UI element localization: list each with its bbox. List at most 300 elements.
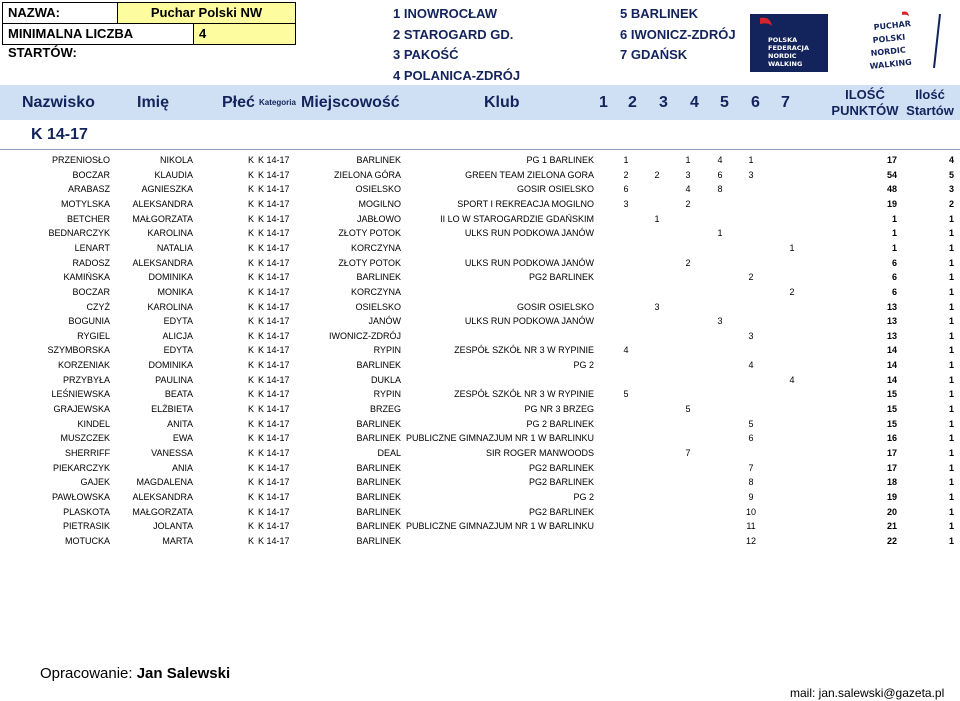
cell-miejscowosc: BARLINEK: [356, 155, 401, 165]
cup-logo: [860, 10, 952, 74]
table-row: [0, 402, 960, 417]
cell-event-1: 1: [623, 155, 629, 165]
cell-miejscowosc: ZŁOTY POTOK: [338, 257, 401, 268]
cell-klub: ZESPÓŁ SZKÓŁ NR 3 W RYPINIE: [454, 345, 594, 356]
cell-kategoria: K 14-17: [258, 184, 290, 195]
cell-plec: K: [248, 404, 255, 415]
cell-miejscowosc: ZŁOTY POTOK: [338, 228, 401, 239]
cell-punkty: 19: [886, 198, 897, 209]
col-ilosc-startow-line1: Ilość: [915, 87, 945, 102]
cell-kategoria: K 14-17: [258, 433, 290, 444]
cell-klub: PG 1 BARLINEK: [526, 155, 594, 165]
cell-punkty: 16: [886, 433, 897, 444]
cell-nazwisko: CZYŻ: [86, 301, 110, 312]
cell-miejscowosc: JABŁOWO: [356, 213, 401, 224]
cell-nazwisko: PIEKARCZYK: [52, 462, 110, 473]
table-row: [0, 226, 960, 241]
cell-starty: 1: [948, 404, 954, 415]
cell-kategoria: K 14-17: [258, 330, 290, 341]
cell-nazwisko: SZYMBORSKA: [47, 345, 110, 356]
table-row: [0, 417, 960, 432]
cell-miejscowosc: BARLINEK: [356, 360, 401, 371]
cell-event-1: 4: [623, 345, 629, 356]
cell-imie: MARTA: [162, 535, 193, 546]
cell-kategoria: K 14-17: [258, 169, 290, 180]
cell-punkty: 6: [891, 286, 897, 297]
cell-event-6: 1: [789, 242, 795, 253]
cell-miejscowosc: BARLINEK: [356, 491, 401, 502]
cell-punkty: 6: [891, 257, 897, 268]
cell-event-5: 4: [748, 360, 754, 371]
cell-punkty: 17: [886, 462, 897, 473]
table-row: [0, 446, 960, 461]
cell-miejscowosc: BARLINEK: [356, 272, 401, 283]
cell-kategoria: K 14-17: [258, 242, 290, 253]
cell-miejscowosc: ZIELONA GÓRA: [333, 169, 401, 180]
cell-miejscowosc: KORCZYNA: [350, 286, 401, 297]
cell-plec: K: [248, 418, 255, 429]
cell-miejscowosc: BARLINEK: [356, 477, 401, 488]
cell-plec: K: [248, 477, 255, 488]
cell-starty: 1: [948, 477, 954, 488]
table-row: [0, 285, 960, 300]
prepared-by: [40, 665, 230, 682]
col-event-4: 4: [690, 94, 699, 111]
cell-kategoria: K 14-17: [258, 213, 290, 224]
cell-punkty: 13: [886, 316, 897, 327]
cell-event-3: 1: [685, 155, 691, 165]
city-4: 4 POLANICA-ZDRÓJ: [393, 68, 521, 83]
cell-nazwisko: GRAJEWSKA: [53, 404, 110, 415]
cup-logo-line-2: POLSKI: [872, 32, 906, 45]
cell-starty: 1: [948, 418, 954, 429]
cell-plec: K: [248, 521, 255, 532]
cell-imie: PAULINA: [155, 374, 193, 385]
cell-nazwisko: KAMIŃSKA: [63, 272, 110, 283]
cell-plec: K: [248, 316, 255, 327]
cell-starty: 2: [948, 198, 954, 209]
cell-punkty: 1: [891, 228, 897, 239]
cell-starty: 1: [948, 301, 954, 312]
cell-event-5: 3: [748, 169, 754, 180]
cell-imie: DOMINIKA: [148, 272, 193, 283]
cell-event-5: 12: [745, 535, 756, 546]
table-row: [0, 153, 960, 168]
table-row: [0, 358, 960, 373]
cell-kategoria: K 14-17: [258, 257, 290, 268]
cell-kategoria: K 14-17: [258, 404, 290, 415]
city-7: 7 GDAŃSK: [620, 47, 688, 62]
cell-starty: 1: [948, 213, 954, 224]
cell-plec: K: [248, 228, 255, 239]
cell-miejscowosc: KORCZYNA: [350, 242, 401, 253]
cell-event-2: 2: [654, 169, 660, 180]
cell-nazwisko: BEDNARCZYK: [48, 228, 110, 239]
col-ilosc-startow: [902, 87, 958, 119]
cell-plec: K: [248, 286, 255, 297]
cell-imie: BEATA: [164, 389, 193, 400]
cell-kategoria: K 14-17: [258, 389, 290, 400]
city-3: 3 PAKOŚĆ: [393, 47, 459, 62]
cell-starty: 1: [948, 448, 954, 458]
cell-nazwisko: LEŚNIEWSKA: [51, 389, 110, 400]
cell-starty: 1: [948, 345, 954, 356]
cell-kategoria: K 14-17: [258, 506, 290, 517]
table-row: [0, 519, 960, 534]
cell-kategoria: K 14-17: [258, 477, 290, 488]
cell-punkty: 20: [886, 506, 897, 517]
cell-event-4: 8: [717, 184, 723, 195]
cell-event-3: 5: [685, 404, 691, 415]
cell-kategoria: K 14-17: [258, 345, 290, 356]
cell-starty: 1: [948, 535, 954, 546]
cell-event-5: 7: [748, 462, 754, 473]
cell-event-6: 2: [789, 286, 795, 297]
col-imie: Imię: [137, 94, 170, 111]
cell-punkty: 18: [886, 477, 897, 488]
cell-nazwisko: BETCHER: [66, 213, 110, 224]
cell-starty: 1: [948, 521, 954, 532]
category-divider: [0, 149, 960, 150]
cell-imie: KAROLINA: [147, 301, 193, 312]
cell-event-1: 6: [623, 184, 629, 195]
cell-starty: 3: [948, 184, 954, 195]
col-kategoria: Kategoria: [259, 98, 296, 107]
cell-nazwisko: PLASKOTA: [63, 506, 110, 517]
cell-event-1: 2: [623, 169, 629, 180]
cell-event-4: 1: [717, 228, 723, 239]
cell-starty: 1: [948, 286, 954, 297]
city-5: 5 BARLINEK: [620, 6, 699, 21]
cell-imie: NATALIA: [156, 242, 193, 253]
cell-kategoria: K 14-17: [258, 535, 290, 546]
cell-imie: JOLANTA: [153, 521, 193, 532]
cell-imie: KAROLINA: [147, 228, 193, 239]
col-event-3: 3: [659, 94, 668, 111]
cell-miejscowosc: JANÓW: [368, 316, 401, 327]
cell-klub: II LO W STAROGARDZIE GDAŃSKIM: [440, 213, 594, 224]
table-row: [0, 197, 960, 212]
cell-kategoria: K 14-17: [258, 316, 290, 327]
cell-kategoria: K 14-17: [258, 448, 290, 458]
cell-nazwisko: GAJEK: [80, 477, 110, 488]
cell-imie: KLAUDIA: [154, 169, 193, 180]
cell-starty: 1: [948, 506, 954, 517]
cell-imie: MAŁGORZATA: [132, 506, 193, 517]
cell-imie: NIKOLA: [159, 155, 193, 165]
table-row: [0, 212, 960, 227]
federation-logo-graphic: [750, 14, 828, 72]
min-starts-label: MINIMALNA LICZBA STARTÓW:: [2, 23, 194, 45]
table-row: [0, 314, 960, 329]
cell-klub: PG 2: [573, 491, 594, 502]
cell-plec: K: [248, 448, 255, 458]
table-row: [0, 387, 960, 402]
cell-event-3: 4: [685, 184, 691, 195]
table-row: [0, 505, 960, 520]
cell-imie: ALEKSANDRA: [132, 257, 193, 268]
city-6: 6 IWONICZ-ZDRÓJ: [620, 27, 736, 42]
cell-punkty: 21: [886, 521, 897, 532]
cell-klub: SIR ROGER MANWOODS: [485, 448, 594, 458]
cell-punkty: 14: [886, 374, 897, 385]
col-plec: Płeć: [222, 94, 255, 111]
col-ilosc-punktow-line1: ILOŚĆ: [845, 87, 885, 102]
cell-punkty: 14: [886, 345, 897, 356]
cell-klub: PG NR 3 BRZEG: [524, 404, 594, 415]
cell-event-3: 3: [685, 169, 691, 180]
cell-event-2: 1: [654, 213, 660, 224]
cell-event-4: 4: [717, 155, 723, 165]
cell-kategoria: K 14-17: [258, 198, 290, 209]
cell-event-5: 9: [748, 491, 754, 502]
nazwa-value: Puchar Polski NW: [117, 2, 296, 24]
table-row: [0, 461, 960, 476]
cell-plec: K: [248, 462, 255, 473]
col-event-7: 7: [781, 94, 790, 111]
cell-miejscowosc: BRZEG: [369, 404, 401, 415]
table-row: [0, 431, 960, 446]
col-miejscowosc: Miejscowość: [301, 94, 400, 111]
table-row: [0, 343, 960, 358]
cell-event-5: 10: [745, 506, 756, 517]
cell-plec: K: [248, 184, 255, 195]
prepared-by-name: Jan Salewski: [136, 665, 231, 682]
cell-imie: AGNIESZKA: [141, 184, 193, 195]
cell-plec: K: [248, 374, 255, 385]
cell-imie: ANIA: [171, 462, 193, 473]
cell-plec: K: [248, 155, 255, 165]
cell-klub: GREEN TEAM ZIELONA GORA: [465, 169, 594, 180]
cell-punkty: 1: [891, 242, 897, 253]
cell-kategoria: K 14-17: [258, 462, 290, 473]
cell-plec: K: [248, 169, 255, 180]
table-row: [0, 534, 960, 549]
table-row: [0, 490, 960, 505]
cell-starty: 1: [948, 491, 954, 502]
cell-punkty: 15: [886, 418, 897, 429]
cell-starty: 1: [948, 389, 954, 400]
cell-starty: 1: [948, 374, 954, 385]
col-ilosc-punktow: [830, 87, 900, 119]
cell-nazwisko: PAWŁOWSKA: [51, 491, 110, 502]
cell-nazwisko: PRZENIOSŁO: [51, 155, 110, 165]
cell-kategoria: K 14-17: [258, 374, 290, 385]
cup-logo-line-3: NORDIC: [870, 45, 907, 58]
cell-starty: 4: [948, 155, 954, 165]
cell-nazwisko: KINDEL: [77, 418, 110, 429]
cell-nazwisko: KORZENIAK: [57, 360, 110, 371]
table-row: [0, 182, 960, 197]
federation-logo-line-3: NORDIC: [768, 52, 797, 60]
cell-event-4: 6: [717, 169, 723, 180]
prepared-by-label: Opracowanie:: [40, 665, 137, 682]
cell-imie: VANESSA: [151, 448, 193, 458]
table-row: [0, 300, 960, 315]
cell-miejscowosc: BARLINEK: [356, 535, 401, 546]
cell-kategoria: K 14-17: [258, 418, 290, 429]
cell-starty: 5: [948, 169, 954, 180]
cell-starty: 1: [948, 462, 954, 473]
cell-plec: K: [248, 330, 255, 341]
cell-punkty: 48: [886, 184, 897, 195]
cell-miejscowosc: MOGILNO: [358, 198, 401, 209]
cell-imie: ELŻBIETA: [151, 404, 193, 415]
cell-punkty: 22: [886, 535, 897, 546]
cell-event-6: 4: [789, 374, 795, 385]
cell-event-1: 3: [623, 198, 629, 209]
cell-imie: ALEKSANDRA: [132, 198, 193, 209]
cell-event-4: 3: [717, 316, 723, 327]
cell-kategoria: K 14-17: [258, 155, 290, 165]
federation-logo: [750, 14, 828, 72]
cell-klub: PG2 BARLINEK: [528, 506, 594, 517]
cell-miejscowosc: RYPIN: [373, 389, 401, 400]
min-starts-value: 4: [193, 23, 296, 45]
col-event-2: 2: [628, 94, 637, 111]
cell-punkty: 14: [886, 360, 897, 371]
table-row: [0, 373, 960, 388]
cell-nazwisko: ARABASZ: [67, 184, 110, 195]
cell-plec: K: [248, 213, 255, 224]
cell-event-1: 5: [623, 389, 629, 400]
federation-logo-line-1: POLSKA: [768, 36, 798, 44]
cell-event-3: 2: [685, 257, 691, 268]
cell-nazwisko: LENART: [74, 242, 110, 253]
cup-logo-line-1: PUCHAR: [873, 19, 912, 32]
cell-klub: PUBLICZNE GIMNAZJUM NR 1 W BARLINKU: [405, 521, 594, 532]
cell-imie: EWA: [172, 433, 193, 444]
cell-imie: ANITA: [167, 418, 193, 429]
cell-punkty: 13: [886, 330, 897, 341]
cell-kategoria: K 14-17: [258, 272, 290, 283]
cell-miejscowosc: BARLINEK: [356, 462, 401, 473]
cell-punkty: 1: [891, 213, 897, 224]
cell-imie: MONIKA: [157, 286, 193, 297]
col-event-5: 5: [720, 94, 729, 111]
cell-punkty: 17: [886, 155, 897, 165]
cell-punkty: 15: [886, 404, 897, 415]
cell-event-3: 2: [685, 198, 691, 209]
cell-miejscowosc: OSIELSKO: [355, 184, 401, 195]
cell-miejscowosc: BARLINEK: [356, 418, 401, 429]
cell-punkty: 19: [886, 491, 897, 502]
cell-event-5: 1: [748, 155, 754, 165]
city-1: 1 INOWROCŁAW: [393, 6, 497, 21]
cell-imie: DOMINIKA: [148, 360, 193, 371]
cell-miejscowosc: BARLINEK: [356, 433, 401, 444]
federation-logo-line-4: WALKING: [768, 60, 803, 68]
cell-punkty: 54: [886, 169, 897, 180]
cell-plec: K: [248, 301, 255, 312]
cell-nazwisko: RADOSZ: [72, 257, 110, 268]
cell-plec: K: [248, 360, 255, 371]
cell-klub: ULKS RUN PODKOWA JANÓW: [464, 228, 594, 239]
cell-miejscowosc: BARLINEK: [356, 521, 401, 532]
cell-klub: PG 2 BARLINEK: [526, 418, 594, 429]
cell-nazwisko: MUSZCZEK: [60, 433, 110, 444]
federation-logo-line-2: FEDERACJA: [768, 44, 809, 52]
cell-klub: ULKS RUN PODKOWA JANÓW: [464, 316, 594, 327]
cell-event-5: 6: [748, 433, 754, 444]
cell-plec: K: [248, 535, 255, 546]
cell-starty: 1: [948, 433, 954, 444]
cup-logo-graphic: [860, 10, 952, 74]
table-row: [0, 329, 960, 344]
table-row: [0, 168, 960, 183]
cell-klub: GOSIR OSIELSKO: [516, 184, 594, 195]
col-event-6: 6: [751, 94, 760, 111]
cell-event-5: 8: [748, 477, 754, 488]
cell-miejscowosc: BARLINEK: [356, 506, 401, 517]
cell-klub: PG2 BARLINEK: [528, 477, 594, 488]
cell-punkty: 6: [891, 272, 897, 283]
table-row: [0, 241, 960, 256]
table-row: [0, 256, 960, 271]
cell-klub: PUBLICZNE GIMNAZJUM NR 1 W BARLINKU: [405, 433, 594, 444]
cell-miejscowosc: IWONICZ-ZDRÓJ: [329, 330, 401, 341]
cell-starty: 1: [948, 272, 954, 283]
cell-starty: 1: [948, 316, 954, 327]
contact-mail: mail: jan.salewski@gazeta.pl: [790, 686, 945, 700]
cell-nazwisko: PIETRASIK: [62, 521, 110, 532]
cell-event-5: 3: [748, 330, 754, 341]
cell-klub: PG2 BARLINEK: [528, 272, 594, 283]
cell-event-5: 5: [748, 418, 754, 429]
cell-miejscowosc: OSIELSKO: [355, 301, 401, 312]
cell-starty: 1: [948, 330, 954, 341]
city-2: 2 STAROGARD GD.: [393, 27, 514, 42]
cell-event-2: 3: [654, 301, 660, 312]
cell-starty: 1: [948, 257, 954, 268]
cell-nazwisko: BOGUNIA: [68, 316, 110, 327]
cell-imie: ALEKSANDRA: [132, 491, 193, 502]
cell-klub: ULKS RUN PODKOWA JANÓW: [464, 257, 594, 268]
cell-plec: K: [248, 433, 255, 444]
cell-nazwisko: BOCZAR: [72, 169, 110, 180]
cell-nazwisko: PRZYBYŁA: [62, 374, 110, 385]
cell-event-5: 11: [746, 521, 756, 532]
cell-plec: K: [248, 506, 255, 517]
cell-imie: MAŁGORZATA: [132, 213, 193, 224]
cell-kategoria: K 14-17: [258, 491, 290, 502]
cell-imie: MAGDALENA: [136, 477, 193, 488]
cell-miejscowosc: DEAL: [377, 448, 401, 458]
category-title: K 14-17: [31, 126, 88, 143]
cell-event-5: 2: [748, 272, 754, 283]
cell-nazwisko: BOCZAR: [72, 286, 110, 297]
cell-imie: EDYTA: [163, 316, 193, 327]
cell-plec: K: [248, 345, 255, 356]
cell-kategoria: K 14-17: [258, 228, 290, 239]
cell-miejscowosc: DUKLA: [370, 374, 401, 385]
cell-plec: K: [248, 272, 255, 283]
cell-nazwisko: MOTUCKA: [65, 535, 110, 546]
cell-plec: K: [248, 257, 255, 268]
cell-imie: EDYTA: [163, 345, 193, 356]
col-ilosc-startow-line2: Startów: [906, 103, 954, 118]
cell-miejscowosc: RYPIN: [373, 345, 401, 356]
col-klub: Klub: [484, 94, 520, 111]
cell-punkty: 17: [886, 448, 897, 458]
cell-kategoria: K 14-17: [258, 360, 290, 371]
col-event-1: 1: [599, 94, 608, 111]
cell-kategoria: K 14-17: [258, 301, 290, 312]
cell-klub: PG2 BARLINEK: [528, 462, 594, 473]
cell-kategoria: K 14-17: [258, 286, 290, 297]
cell-starty: 1: [948, 360, 954, 371]
cell-punkty: 15: [886, 389, 897, 400]
